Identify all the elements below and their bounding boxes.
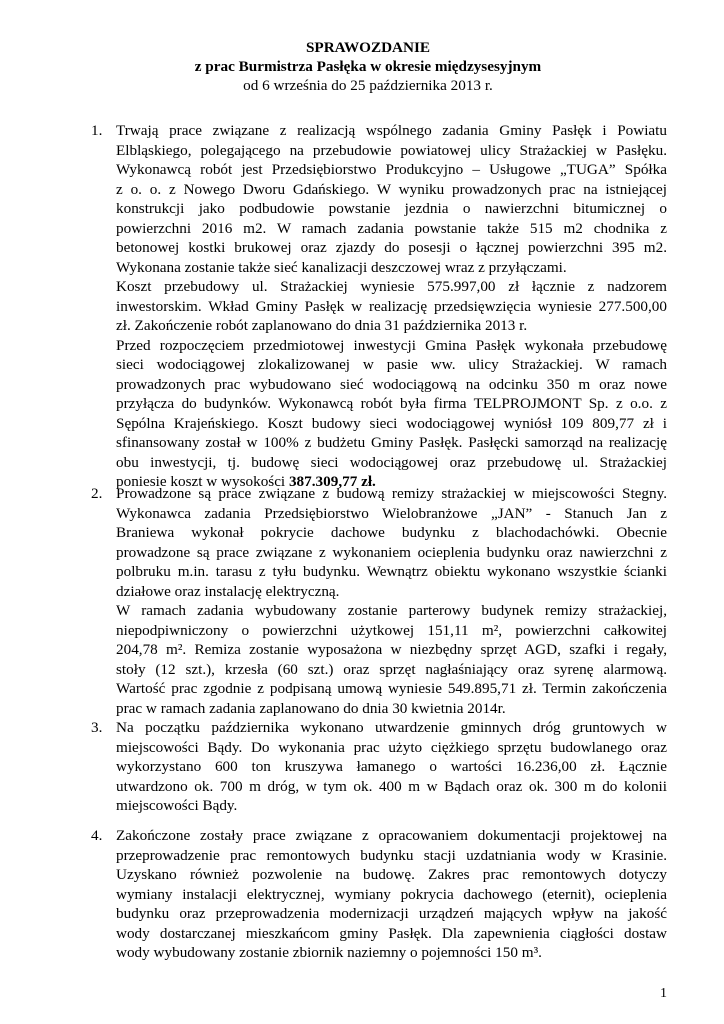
text-line: Elbląskiego, polegającego na przebudowie powiatowej ulicy Strażackiej w Pasłęku. xyxy=(116,141,667,159)
report-subtitle: z prac Burmistrza Pasłęka w okresie międzysesyjnym xyxy=(194,58,542,75)
text-line: Wykonawcą robót jest Przedsiębiorstwo Produkcyjno – Usługowe „TUGA” Spółka xyxy=(116,161,667,178)
item-body xyxy=(116,826,667,963)
text-line: miejscowości Bądy. xyxy=(116,797,238,814)
text-line: Wykonawca zadania Przedsiębiorstwo Wielobranżowe „JAN” - Stanuch Jan z xyxy=(116,504,667,522)
text-line: obu inwestycji, tj. budowę sieci wodociągowej oraz przebudowę ul. Strażackiej xyxy=(116,453,667,471)
text-line: powierzchni 2016 m2. W ramach zadania powstanie także 515 m2 chodnika z xyxy=(116,219,667,237)
item-number: 3. xyxy=(91,719,103,736)
paragraph xyxy=(116,718,667,816)
text-line: prac w ramach zadania zaplanowano do dnia 30 kwietnia 2014r. xyxy=(116,699,506,717)
paragraph xyxy=(116,121,667,277)
text-line: Uzyskano również pozwolenie na budowę. Zakres prac remontowych dotyczy xyxy=(116,866,667,883)
total-cost-value: 387.309,77 zł. xyxy=(288,473,376,490)
text-line: sieci wodociągowej zlokalizowanej w pasie ww. ulicy Strażackiej. W ramach xyxy=(116,356,667,373)
text-line: Na początku października wykonano utwardzenie gminnych dróg gruntowych w xyxy=(116,719,667,736)
text-line: Przed rozpoczęciem przedmiotowej inwestycji Gmina Pasłęk wykonała przebudowę xyxy=(116,336,667,354)
report-date-range: od 6 września do 25 października 2013 r. xyxy=(243,77,493,94)
text-line: inwestorskim. Wkład Gminy Pasłęk w realizację przedsięwzięcia wyniesie 277.500,00 xyxy=(116,297,667,315)
text-line: działowe oraz instalację elektryczną. xyxy=(116,582,340,600)
text-line: W ramach zadania wybudowany zostanie parterowy budynek remizy strażackiej, xyxy=(116,602,667,619)
text-line: z o. o. z Nowego Dworu Gdańskiego. W wyniku prowadzonych prac na istniejącej xyxy=(116,180,667,198)
text-line: wody wybudowany zostanie zbiornik naziemny o pojemności 150 m³. xyxy=(116,944,542,961)
text-line: miejscowości Bądy. Do wykonania prac użyto ciężkiego sprzętu budowlanego oraz xyxy=(116,738,667,756)
item-body xyxy=(116,718,667,816)
text-line: konstrukcji jako podbudowie powstanie jezdnia o nawierzchni bitumicznej o xyxy=(116,200,667,217)
text-line: sfinansowany został w 100% z budżetu Gminy Pasłęk. Pasłęcki samorząd na realizację xyxy=(116,434,667,451)
text-line: Braniewa wykonał pokrycie dachowe budynku z blachodachówki. Obecnie xyxy=(116,524,667,541)
text-line: zł. Zakończenie robót zaplanowano do dnia 31 października 2013 r. xyxy=(116,317,528,334)
text-line: przyłącza do budynków. Wykonawcą robót była firma TELPROJMONT Sp. z o.o. z xyxy=(116,395,667,412)
report-header xyxy=(0,38,724,95)
text-line: Sępólna Krajeńskiego. Koszt budowy sieci wodociągowej wyniósł 109 809,77 zł i xyxy=(116,414,667,432)
item-body xyxy=(116,121,667,492)
paragraph xyxy=(116,336,667,492)
item-body xyxy=(116,484,667,718)
text-line: Koszt przebudowy ul. Strażackiej wyniesie 575.997,00 zł łącznie z nadzorem xyxy=(116,278,667,295)
item-number: 4. xyxy=(91,827,103,844)
page-number: 1 xyxy=(660,986,667,1001)
text-line: wody dostarczanej mieszkańcom gminy Pasłęk. Dla zapewnienia ciągłości dostaw xyxy=(116,924,667,942)
text-line: niepodpiwniczony o powierzchni użytkowej 151,11 m², powierzchni całkowitej xyxy=(116,621,667,639)
item-number: 2. xyxy=(91,485,103,502)
text-line: Prowadzone są prace związane z budową remizy strażackiej w miejscowości Stegny. xyxy=(116,485,667,502)
text-line: prowadzone są prace związane z wykonaniem ocieplenia budynku oraz nawierzchni z xyxy=(116,543,667,561)
text-line: Trwają prace związane z realizacją wspólnego zadania Gminy Pasłęk i Powiatu xyxy=(116,122,667,139)
text-line: Wartość prac zgodnie z podpisaną umową wyniesie 549.895,71 zł. Termin zakończenia xyxy=(116,680,667,697)
text-line: wykorzystano 600 ton kruszywa łamanego o wartości 16.236,00 zł. Łącznie xyxy=(116,758,667,775)
text-line: Wykonana zostanie także sieć kanalizacji deszczowej wraz z przyłączami. xyxy=(116,258,567,276)
text-line: stoły (12 szt.), krzesła (60 szt.) oraz sprzęt nagłaśniający oraz syrenę alarmową. xyxy=(116,660,667,678)
text-line: prowadzonych prac wybudowano sieć wodociągową na odcinku 350 m oraz nowe xyxy=(116,375,667,393)
paragraph xyxy=(116,277,667,336)
paragraph xyxy=(116,601,667,718)
item-number: 1. xyxy=(91,122,103,139)
text-line: Zakończone zostały prace związane z opracowaniem dokumentacji projektowej na xyxy=(116,827,667,844)
text-line: polbruku m.in. tarasu z tyłu budynku. Wewnątrz obiektu wykonano wszystkie ścianki xyxy=(116,563,667,580)
cost-label: poniesie koszt w wysokości xyxy=(116,473,289,490)
report-title: SPRAWOZDANIE xyxy=(305,39,431,56)
text-line: utwardzono ok. 700 m dróg, w tym ok. 400 m w Bądach oraz ok. 300 m do kolonii xyxy=(116,777,667,795)
paragraph xyxy=(116,826,667,963)
text-line: wymiany instalacji elektrycznej, wymiany pokrycia dachowego (eternit), ocieplenia xyxy=(116,885,667,903)
text-line: 204,78 m². Remiza zostanie wyposażona w niezbędny sprzęt AGD, szafki i regały, xyxy=(116,641,667,658)
paragraph xyxy=(116,484,667,601)
text-line: budynku oraz przeprowadzenia modernizacji urządzeń mających wpływ na jakość xyxy=(116,905,667,922)
text-line: przeprowadzenie prac remontowych budynku stacji uzdatniania wody w Krasinie. xyxy=(116,846,667,864)
text-line: betonowej kostki brukowej oraz zjazdy do posesji o łącznej powierzchni 395 m2. xyxy=(116,239,667,256)
